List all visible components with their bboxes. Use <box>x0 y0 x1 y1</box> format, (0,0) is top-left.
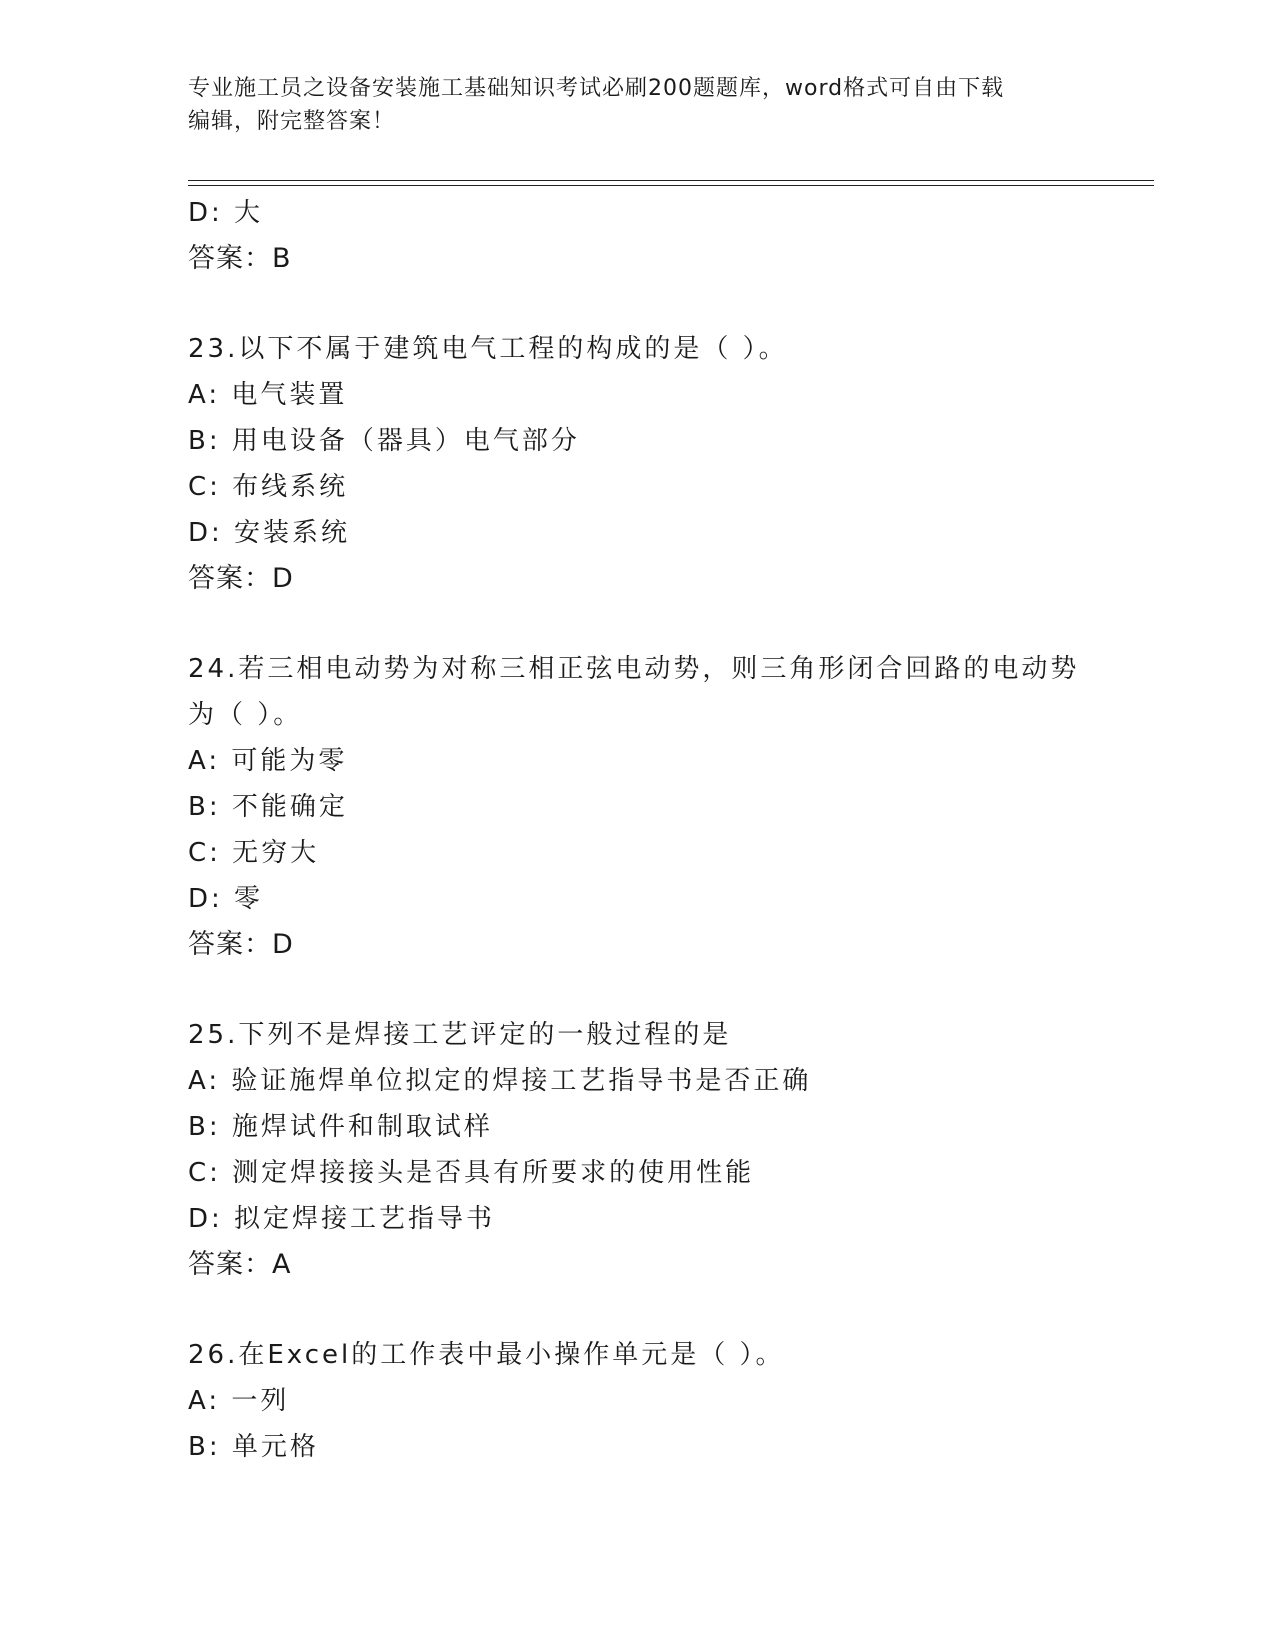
question-23-option-d: D: 安装系统 <box>188 518 351 548</box>
document-header <box>188 72 1088 138</box>
question-24-option-c: C: 无穷大 <box>188 838 320 868</box>
header-line-2: 编辑，附完整答案！ <box>188 109 396 134</box>
prev-question-answer: 答案：B <box>188 243 292 274</box>
question-24-option-a: A: 可能为零 <box>188 746 348 776</box>
question-24-stem-line-1: 24.若三相电动势为对称三相正弦电动势，则三角形闭合回路的电动势 <box>188 654 1080 684</box>
question-25-option-b: B: 施焊试件和制取试样 <box>188 1112 493 1142</box>
header-line-1: 专业施工员之设备安装施工基础知识考试必刷200题题库，word格式可自由下载 <box>188 76 1005 101</box>
question-25-option-d: D: 拟定焊接工艺指导书 <box>188 1204 496 1234</box>
question-24-option-d: D: 零 <box>188 884 264 914</box>
question-26-option-a: A: 一列 <box>188 1386 290 1416</box>
question-25-stem: 25.下列不是焊接工艺评定的一般过程的是 <box>188 1020 732 1050</box>
question-23-option-a: A: 电气装置 <box>188 380 348 410</box>
question-23-answer: 答案：D <box>188 563 294 594</box>
question-24-answer: 答案：D <box>188 929 294 960</box>
question-23-stem: 23.以下不属于建筑电气工程的构成的是（ ）。 <box>188 334 788 364</box>
question-26-option-b: B: 单元格 <box>188 1432 319 1462</box>
question-25-option-c: C: 测定焊接接头是否具有所要求的使用性能 <box>188 1158 755 1188</box>
question-23-option-b: B: 用电设备（器具）电气部分 <box>188 426 580 456</box>
question-23-option-c: C: 布线系统 <box>188 472 349 502</box>
question-content <box>188 190 1088 1470</box>
question-25-answer: 答案：A <box>188 1249 292 1280</box>
question-25-option-a: A: 验证施焊单位拟定的焊接工艺指导书是否正确 <box>188 1066 812 1096</box>
question-24-option-b: B: 不能确定 <box>188 792 348 822</box>
prev-question-option-d: D: 大 <box>188 198 264 228</box>
question-24-stem-line-2: 为（ ）。 <box>188 700 303 730</box>
header-divider-bottom <box>188 185 1154 186</box>
header-divider-top <box>188 180 1154 181</box>
question-26-stem: 26.在Excel的工作表中最小操作单元是（ ）。 <box>188 1340 785 1370</box>
